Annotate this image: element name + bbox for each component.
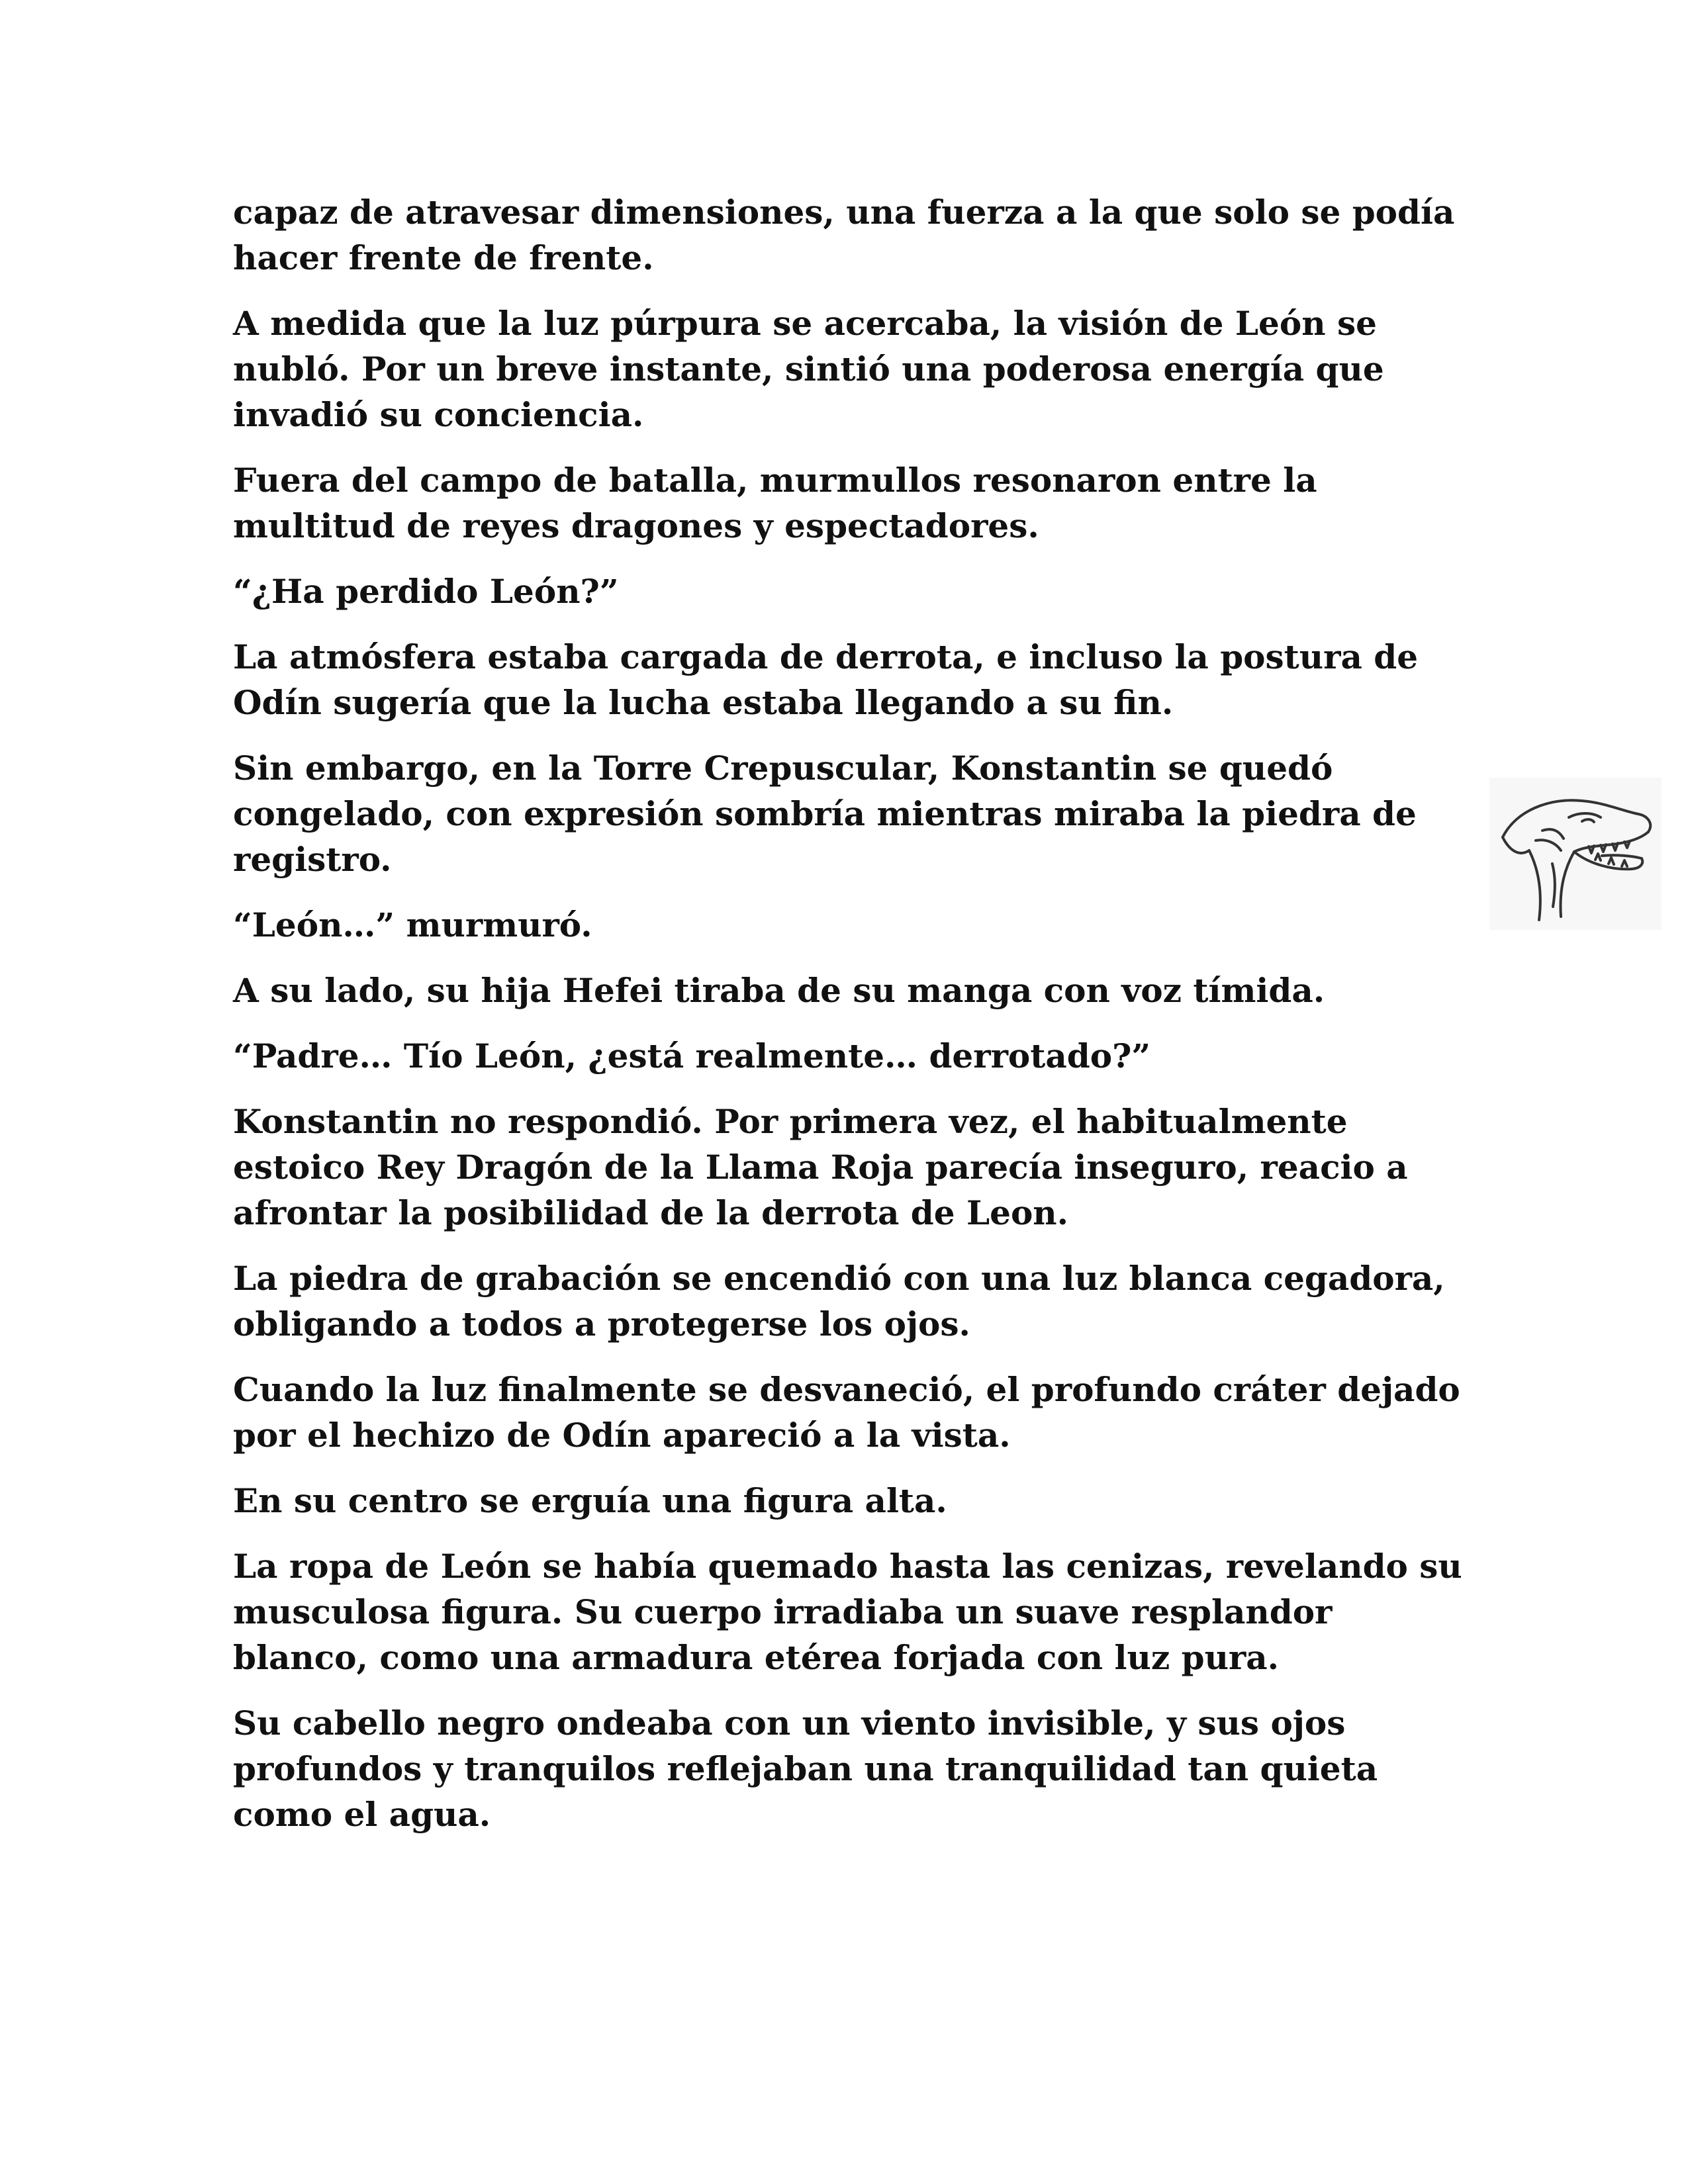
paragraph: Su cabello negro ondeaba con un viento invisible, y sus ojos profundos y tranquilos reflejaban una tranquilidad tan quieta como el agua. [233,1704,1378,1834]
body-text [233,189,1464,1857]
paragraph: “¿Ha perdido León?” [233,572,619,611]
paragraph: “Padre… Tío León, ¿está realmente… derrotado?” [233,1036,1151,1075]
paragraph: Konstantin no respondió. Por primera vez, el habitualmente estoico Rey Dragón de la Llama Roja parecía inseguro, reacio a afrontar la posibilidad de la derrota de Leon. [233,1102,1408,1232]
paragraph: Sin embargo, en la Torre Crepuscular, Konstantin se quedó congelado, con expresión sombría mientras miraba la piedra de registro. [233,749,1417,879]
paragraph: La atmósfera estaba cargada de derrota, e incluso la postura de Odín sugería que la lucha estaba llegando a su fin. [233,637,1419,722]
paragraph: capaz de atravesar dimensiones, una fuerza a la que solo se podía hacer frente de frente. [233,193,1455,277]
paragraph: Cuando la luz finalmente se desvaneció, el profundo cráter dejado por el hechizo de Odín apareció a la vista. [233,1370,1460,1455]
paragraph: En su centro se erguía una figura alta. [233,1481,947,1520]
dinosaur-head-icon [1489,778,1662,930]
paragraph: A su lado, su hija Hefei tiraba de su manga con voz tímida. [233,971,1325,1010]
paragraph: La piedra de grabación se encendió con una luz blanca cegadora, obligando a todos a protegerse los ojos. [233,1259,1445,1343]
paragraph: A medida que la luz púrpura se acercaba, la visión de León se nubló. Por un breve instante, sintió una poderosa energía que invadió su conciencia. [233,304,1384,434]
paragraph: La ropa de León se había quemado hasta las cenizas, revelando su musculosa figura. Su cuerpo irradiaba un suave resplandor blanco, como una armadura etérea forjada con luz pura. [233,1547,1462,1677]
paragraph: Fuera del campo de batalla, murmullos resonaron entre la multitud de reyes dragones y espectadores. [233,461,1317,545]
paragraph: “León…” murmuró. [233,905,592,944]
